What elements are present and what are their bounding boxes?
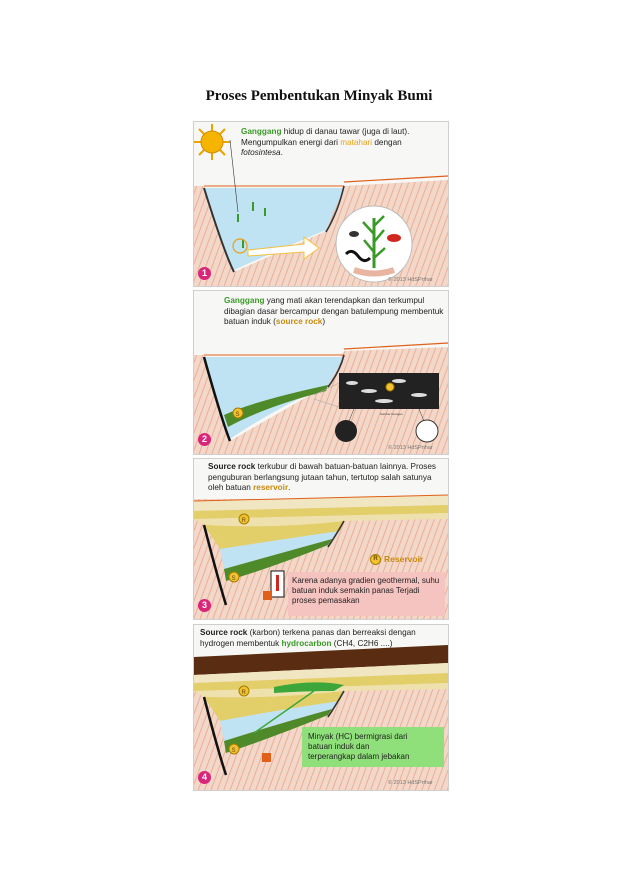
panel-3 (193, 458, 449, 620)
panel-number: 2 (198, 433, 211, 446)
sun-icon (194, 124, 230, 160)
caption-text: dengan (372, 137, 402, 147)
panel-1-caption (241, 127, 445, 159)
migration-note: Minyak (HC) bermigrasi dari batuan induk dan terperangkap dalam jebakan (308, 732, 410, 761)
caption-keyword: hydrocarbon (281, 638, 332, 648)
document-title: Proses Pembentukan Minyak Bumi (205, 88, 433, 104)
caption-keyword: Ganggang (224, 296, 265, 305)
caption-emphasis: fotosintesa (241, 148, 281, 157)
svg-text:R: R (241, 518, 246, 524)
panel-number: 1 (198, 267, 211, 280)
caption-text: yang mati akan terendapkan dan terkumpul dibagian dasar bercampur dengan batulempung membentuk batuan induk ( (224, 296, 444, 326)
reservoir-marker-icon (239, 514, 249, 524)
caption-keyword: Source rock (208, 462, 256, 471)
caption-text: terkubur di bawah batuan-batuan lainnya. Proses penguburan berlangsung jutaan tahun, tertutop salah satunya oleh batuan (208, 462, 437, 492)
caption-text: (CH4, C2H6 ....) (331, 638, 393, 648)
svg-text:S: S (235, 412, 240, 418)
caption-keyword: source rock (275, 317, 323, 326)
panel-number: 3 (198, 599, 211, 612)
panel-3-caption (208, 462, 446, 494)
svg-text:Sumber Kerogen: Sumber Kerogen (380, 412, 403, 416)
geothermal-note: Karena adanya gradien geothermal, suhu batuan induk semakin panas Terjadi proses pemasakan (292, 576, 440, 605)
caption-text: ) (322, 317, 326, 326)
panel-1 (193, 121, 449, 287)
caption-text: . (288, 483, 291, 492)
svg-text:R: R (241, 690, 246, 696)
svg-text:S: S (231, 576, 236, 582)
panel-number: 4 (198, 771, 211, 784)
caption-keyword: Ganggang (241, 127, 282, 136)
copyright: © 2013 HdSPrihar (388, 277, 433, 283)
caption-text: . (280, 148, 283, 157)
copyright: © 2013 HdSPrihar (388, 445, 433, 451)
reservoir-legend (370, 554, 423, 565)
copyright: © 2013 HdSPrihar (388, 780, 433, 786)
caption-text: hidup di danau tawar (juga di laut). Mengumpulkan energi dari (241, 127, 410, 147)
svg-text:S: S (231, 748, 236, 754)
reservoir-marker-icon: R (370, 554, 381, 565)
reservoir-legend-label: Reservoir (384, 554, 424, 564)
panel-2-caption (224, 296, 446, 328)
panel-4-caption (200, 628, 446, 649)
panel-4-illustration (194, 625, 448, 790)
panel-4 (193, 624, 449, 791)
caption-keyword: reservoir (253, 483, 289, 492)
caption-text: (karbon) terkena panas dan berreaksi dengan hydrogen membentuk (200, 628, 416, 648)
panel-2 (193, 290, 449, 455)
algae-icon (336, 206, 412, 282)
caption-keyword: matahari (340, 137, 373, 147)
caption-keyword: Source rock (200, 628, 248, 637)
